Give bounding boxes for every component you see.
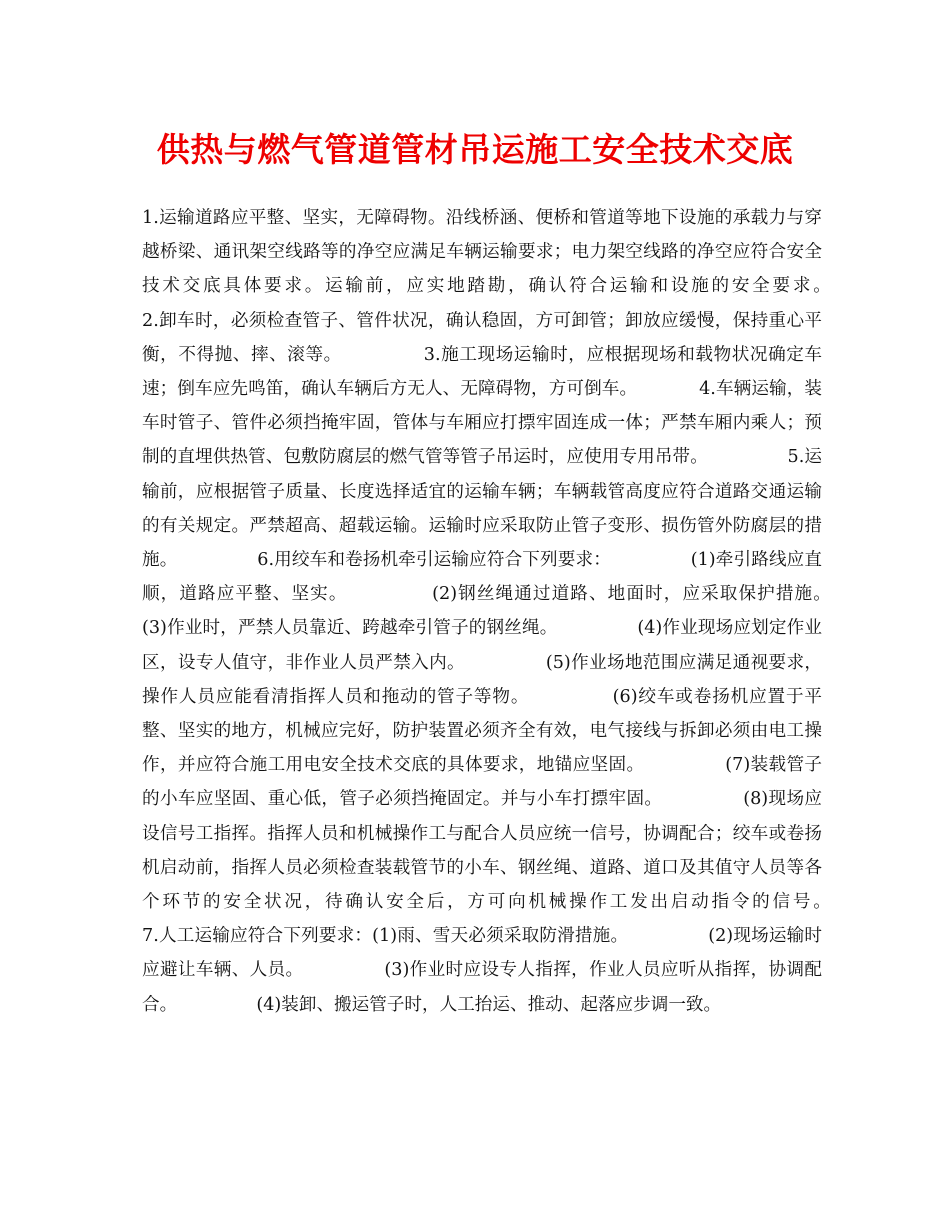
document-title: 供热与燃气管道管材吊运施工安全技术交底 — [156, 130, 794, 169]
document-body: 1.运输道路应平整、坚实，无障碍物。沿线桥涵、便桥和管道等地下设施的承载力与穿越桥梁、通讯架空线路等的净空应满足车辆运输要求；电力架空线路的净空应符合安全技术交底具体要求。运输前，应实地踏勘，确认符合运输和设施的安全要求。 2.卸车时，必须检查管子、管件状况，确认稳固，方可卸管；卸放应缓慢，保持重心平衡，不得抛、摔、滚等。 3.施工现场运输时，应根据现场和载物状况确定车速；倒车应先鸣笛，确认车辆后方无人、无障碍物，方可倒车。 4.车辆运输，装车时管子、管件必须挡掩牢固，管体与车厢应打摽牢固连成一体；严禁车厢内乘人；预制的直埋供热管、包敷防腐层的燃气管等管子吊运时，应使用专用吊带。 5.运输前，应根据管子质量、长度选择适宜的运输车辆；车辆载管高度应符合道路交通运输的有关规定。严禁超高、超载运输。运输时应采取防止管子变形、损伤管外防腐层的措施。 6.用绞车和卷扬机牵引运输应符合下列要求： (1)牵引路线应直顺，道路应平整、坚实。 (2)钢丝绳通过道路、地面时，应采取保护措施。 (3)作业时，严禁人员靠近、跨越牵引管子的钢丝绳。 (4)作业现场应划定作业区，设专人值守，非作业人员严禁入内。 (5)作业场地范围应满足通视要求，操作人员应能看清指挥人员和拖动的管子等物。 (6)绞车或卷扬机应置于平整、坚实的地方，机械应完好，防护装置必须齐全有效，电气接线与拆卸必须由电工操作，并应符合施工用电安全技术交底的具体要求，地锚应坚固。 (7)装载管子的小车应坚固、重心低，管子必须挡掩固定。并与小车打摽牢固。 (8)现场应设信号工指挥。指挥人员和机械操作工与配合人员应统一信号，协调配合；绞车或卷扬机启动前，指挥人员必须检查装载管节的小车、钢丝绳、道路、道口及其值守人员等各个环节的安全状况，待确认安全后，方可向机械操作工发出启动指令的信号。 7.人工运输应符合下列要求：(1)雨、雪天必须采取防滑措施。 (2)现场运输时应避让车辆、人员。 (3)作业时应设专人指挥，作业人员应听从指挥，协调配合。 (4)装卸、搬运管子时，人工抬运、推动、起落应步调一致。 — [142, 208, 910, 1015]
